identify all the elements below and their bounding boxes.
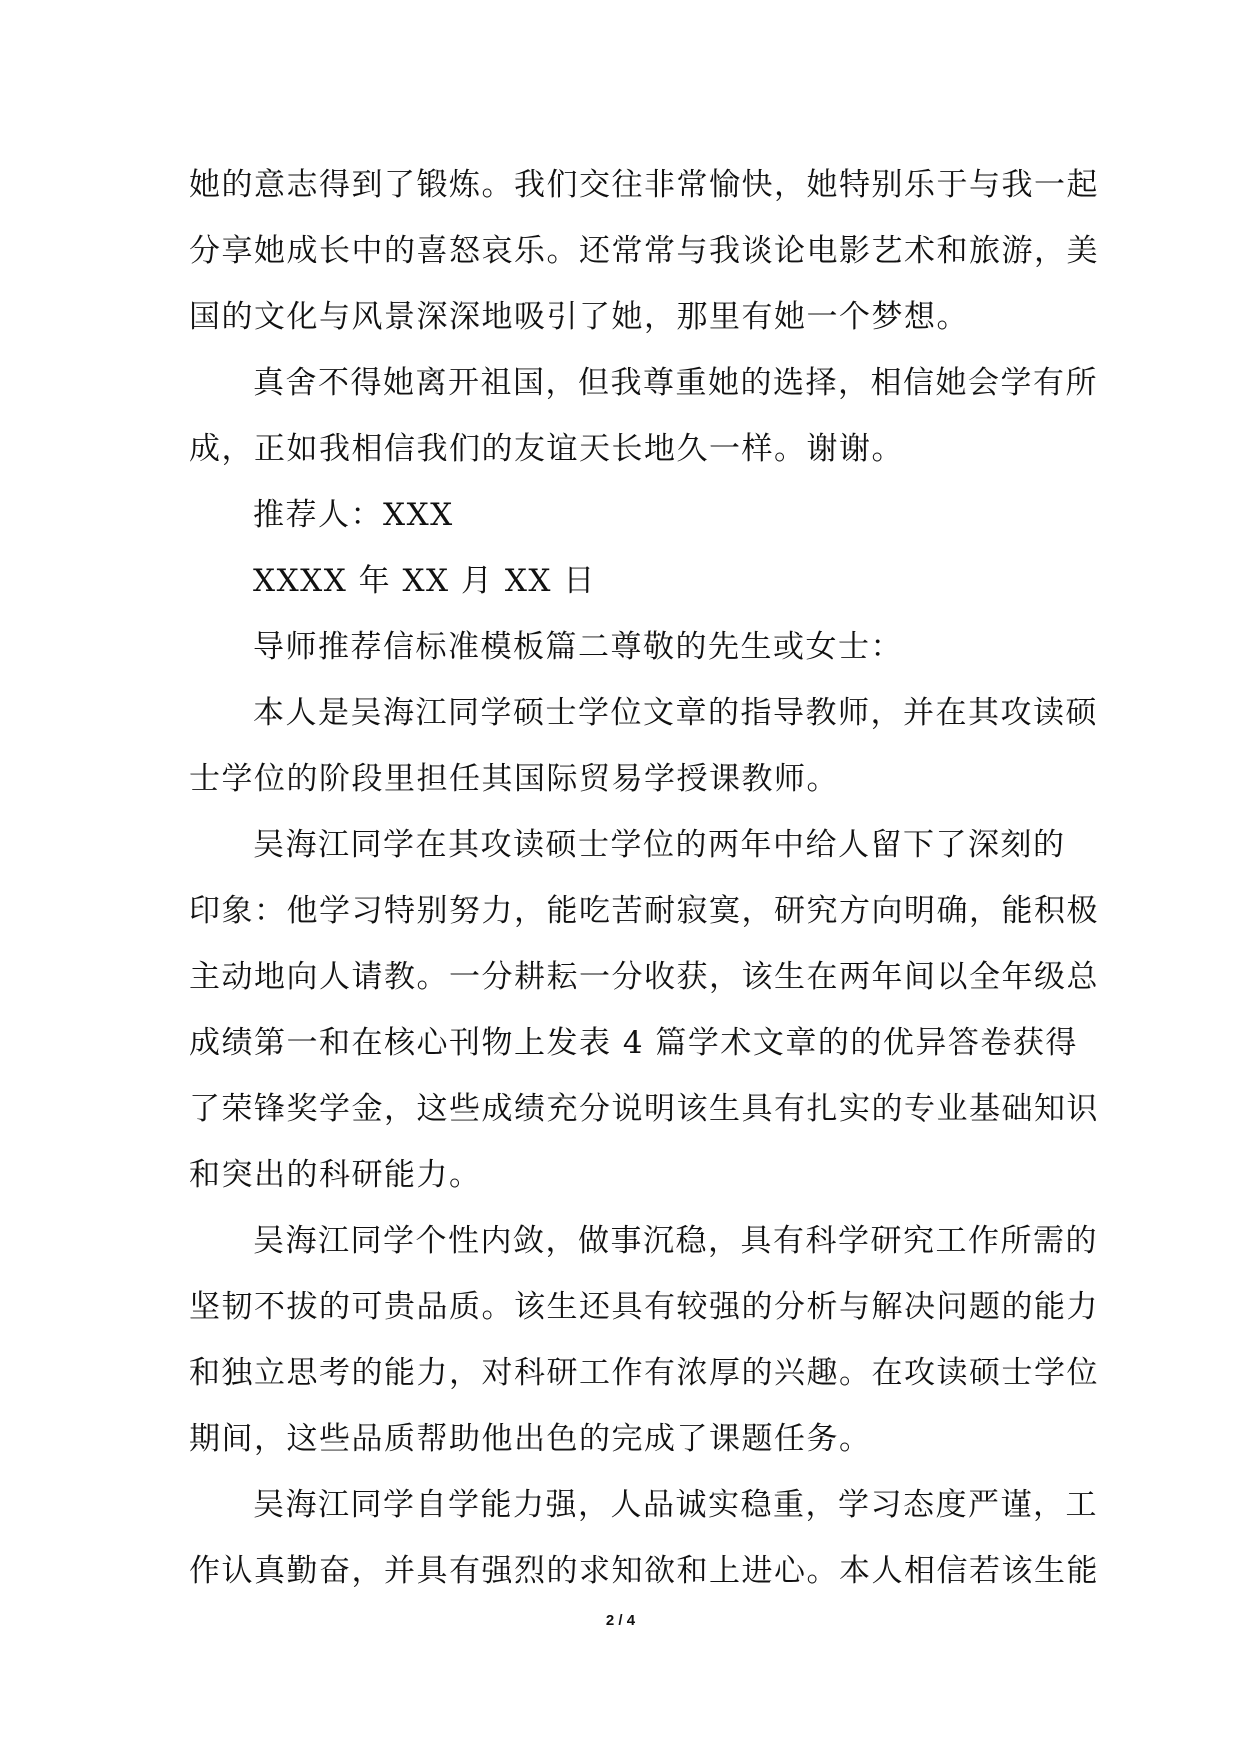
recommender-line: 推荐人：XXX xyxy=(253,497,454,533)
text-line: 印象：他学习特别努力，能吃苦耐寂寞，研究方向明确，能积极 xyxy=(189,893,1099,929)
paragraph-start-line: 吴海江同学在其攻读硕士学位的两年中给人留下了深刻的 xyxy=(253,827,1066,863)
date-line: XXXX 年 XX 月 XX 日 xyxy=(253,563,596,599)
text-line: 主动地向人请教。一分耕耘一分收获，该生在两年间以全年级总 xyxy=(189,959,1099,995)
paragraph-start-line: 吴海江同学自学能力强，人品诚实稳重，学习态度严谨，工 xyxy=(253,1487,1098,1523)
paragraph-start-line: 吴海江同学个性内敛，做事沉稳，具有科学研究工作所需的 xyxy=(253,1223,1098,1259)
text-line: 士学位的阶段里担任其国际贸易学授课教师。 xyxy=(189,761,839,797)
paragraph-start-line: 本人是吴海江同学硕士学位文章的指导教师，并在其攻读硕 xyxy=(253,695,1098,731)
text-line: 和突出的科研能力。 xyxy=(189,1157,482,1193)
text-line: 和独立思考的能力，对科研工作有浓厚的兴趣。在攻读硕士学位 xyxy=(189,1355,1099,1391)
text-line: 成，正如我相信我们的友谊天长地久一样。谢谢。 xyxy=(189,431,904,467)
text-line: 了荣锋奖学金，这些成绩充分说明该生具有扎实的专业基础知识 xyxy=(189,1091,1099,1127)
text-line: 国的文化与风景深深地吸引了她，那里有她一个梦想。 xyxy=(189,299,969,335)
text-line: 坚韧不拔的可贵品质。该生还具有较强的分析与解决问题的能力 xyxy=(189,1289,1099,1325)
letter-body xyxy=(189,152,1099,1604)
section-heading-line: 导师推荐信标准模板篇二尊敬的先生或女士： xyxy=(253,629,903,665)
text-line: 作认真勤奋，并具有强烈的求知欲和上进心。本人相信若该生能 xyxy=(189,1553,1099,1589)
paragraph-start-line: 真舍不得她离开祖国，但我尊重她的选择，相信她会学有所 xyxy=(253,365,1098,401)
page-number: 2 / 4 xyxy=(605,1612,636,1629)
text-line: 她的意志得到了锻炼。我们交往非常愉快，她特别乐于与我一起 xyxy=(189,167,1099,203)
text-line: 成绩第一和在核心刊物上发表 4 篇学术文章的的优异答卷获得 xyxy=(189,1025,1078,1061)
text-line: 分享她成长中的喜怒哀乐。还常常与我谈论电影艺术和旅游，美 xyxy=(189,233,1099,269)
text-line: 期间，这些品质帮助他出色的完成了课题任务。 xyxy=(189,1421,872,1457)
